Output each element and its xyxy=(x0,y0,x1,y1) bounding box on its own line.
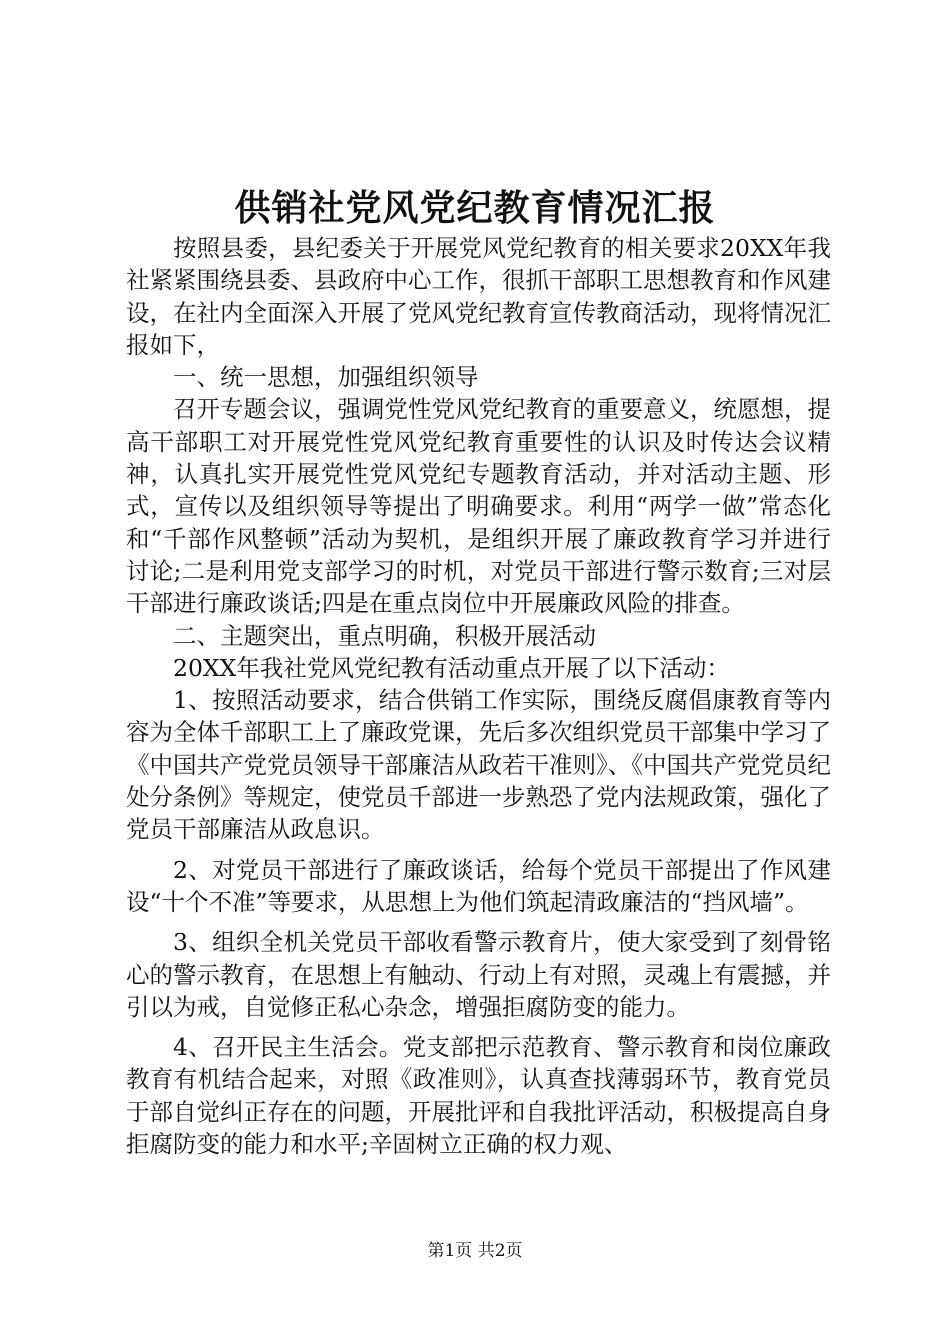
paragraph-item-4: 4、召开民主生活会。党支部把示范教育、警示教育和岗位廉政教育有机结合起来，对照《政准则》，认真查找薄弱环节，教育党员于部自觉纠正存在的问题，开展批评和自我批评活动，积极提高自身拒腐防变的能力和水平;辛固树立正确的权力观、 xyxy=(126,1033,831,1159)
paragraph-activities-intro: 20XX年我社党风党纪教有活动重点开展了以下活动： xyxy=(173,653,730,682)
paragraph-item-3: 3、组织全机关党员干部收看警示教育片，使大家受到了刻骨铭心的警示教育，在思想上有触动、行动上有对照，灵魂上有震撼，并引以为戒，自觉修正私心杂念，增强拒腐防变的能力。 xyxy=(126,928,831,1021)
document-title: 供销社党风党纪教育情况汇报 xyxy=(234,187,716,229)
paragraph-item-2: 2、对党员干部进行了廉政谈话，给每个党员干部提出了作风建设“十个不准”等要求，从思想上为他们筑起清政廉洁的“挡风墙”。 xyxy=(126,855,831,916)
paragraph-section-1: 召开专题会议，强调党性党风党纪教育的重要意义，统愿想，提高干部职工对开展党性党风党纪教育重要性的认识及时传达会议精神，认真扎实开展党性党风党纪专题教育活动，并对活动主题、形式，宣传以及组织领导等提出了明确要求。利用“两学一做”常态化和“千部作风整顿”活动为契机，是组织开展了廉政教育学习并进行讨论;二是利用党支部学习的时机，对党员干部进行警示数育;三对层干部进行廉政谈话;四是在重点岗位中开展廉政风险的排查。 xyxy=(126,395,831,618)
paragraph-item-1: 1、按照活动要求，结合供销工作实际，围绕反腐倡康教育等内容为全体千部职工上了廉政党课，先后多次组织党员干部集中学习了《中国共产党党员领导干部廉洁从政若干准则》、《中国共产党党员纪处分条例》等规定，使党员千部进一步熟恐了党内法规政策，强化了党员干部廉洁从政息识。 xyxy=(126,686,831,844)
page-footer: 第1页 共2页 xyxy=(427,1241,523,1261)
document-body xyxy=(126,232,831,1160)
section-heading-2: 二、主题突出，重点明确，积极开展活动 xyxy=(173,621,596,650)
section-heading-1: 一、统一思想，加强组织领导 xyxy=(173,363,479,392)
paragraph-intro: 按照县委，县纪委关于开展党风党纪教育的相关要求20XX年我社紧紧围绕县委、县政府中心工作，很抓干部职工思想教育和作风建设，在社内全面深入开展了党风党纪教育宣传教商活动，现将情况汇报如下， xyxy=(126,234,831,359)
